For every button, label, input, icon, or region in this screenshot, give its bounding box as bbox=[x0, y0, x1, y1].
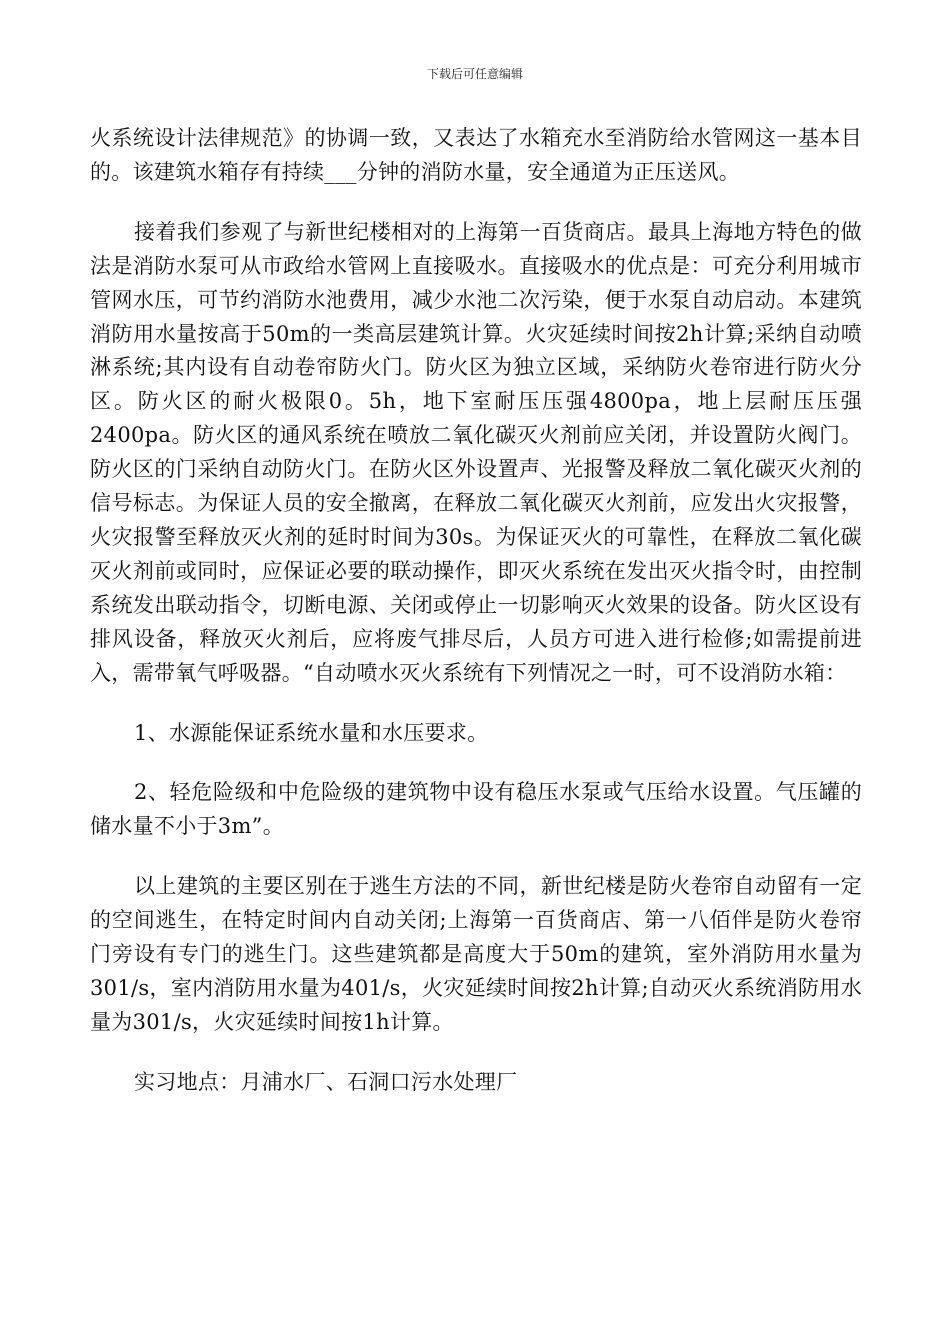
page-header: 下载后可任意编辑 bbox=[426, 67, 523, 81]
paragraph-summary: 以上建筑的主要区别在于逃生方法的不同，新世纪楼是防火卷帘自动留有一定的空间逃生，在特定时间内自动关闭;上海第一百货商店、第一八佰伴是防火卷帘门旁设有专门的逃生门。这些建筑都是高度大于50m的建筑，室外消防用水量为301/s，室内消防用水量为401/s，火灾延续时间按2h计算;自动灭火系统消防用水量为301/s，火灾延续时间按1h计算。 bbox=[90, 874, 862, 1034]
paragraph-shanghai-department-store: 接着我们参观了与新世纪楼相对的上海第一百货商店。最具上海地方特色的做法是消防水泵可从市政给水管网上直接吸水。直接吸水的优点是：可充分利用城市管网水压，可节约消防水池费用，减少水池二次污染，便于水泵自动启动。本建筑消防用水量按高于50m的一类高层建筑计算。火灾延续时间按2h计算;采纳自动喷淋系统;其内设有自动卷帘防火门。防火区为独立区域，采纳防火卷帘进行防火分区。防火区的耐火极限0。5h，地下室耐压压强4800pa，地上层耐压压强2400pa。防火区的通风系统在喷放二氧化碳灭火剂前应关闭，并设置防火阀门。防火区的门采纳自动防火门。在防火区外设置声、光报警及释放二氧化碳灭火剂的信号标志。为保证人员的安全撤离，在释放二氧化碳灭火剂前，应发出火灾报警，火灾报警至释放灭火剂的延时时间为30s。为保证灭火的可靠性，在释放二氧化碳灭火剂前或同时，应保证必要的联动操作，即灭火系统在发出灭火指令时，由控制系统发出联动指令，切断电源、关闭或停止一切影响灭火效果的设备。防火区设有排风设备，释放灭火剂后，应将废气排尽后，人员方可进入进行检修;如需提前进入，需带氧气呼吸器。“自动喷水灭火系统有下列情况之一时，可不设消防水箱： bbox=[90, 219, 862, 685]
list-item-1: 1、水源能保证系统水量和水压要求。 bbox=[134, 720, 489, 745]
paragraph-continued: 火系统设计法律规范》的协调一致，又表达了水箱充水至消防给水管网这一基本目的。该建筑水箱存有持续___分钟的消防水量，安全通道为正压送风。 bbox=[90, 126, 862, 184]
paragraph-internship-location: 实习地点：月浦水厂、石洞口污水处理厂 bbox=[134, 1069, 518, 1094]
list-item-2: 2、轻危险级和中危险级的建筑物中设有稳压水泵或气压给水设置。气压罐的储水量不小于3m”。 bbox=[90, 780, 862, 839]
document-body bbox=[90, 122, 862, 1100]
